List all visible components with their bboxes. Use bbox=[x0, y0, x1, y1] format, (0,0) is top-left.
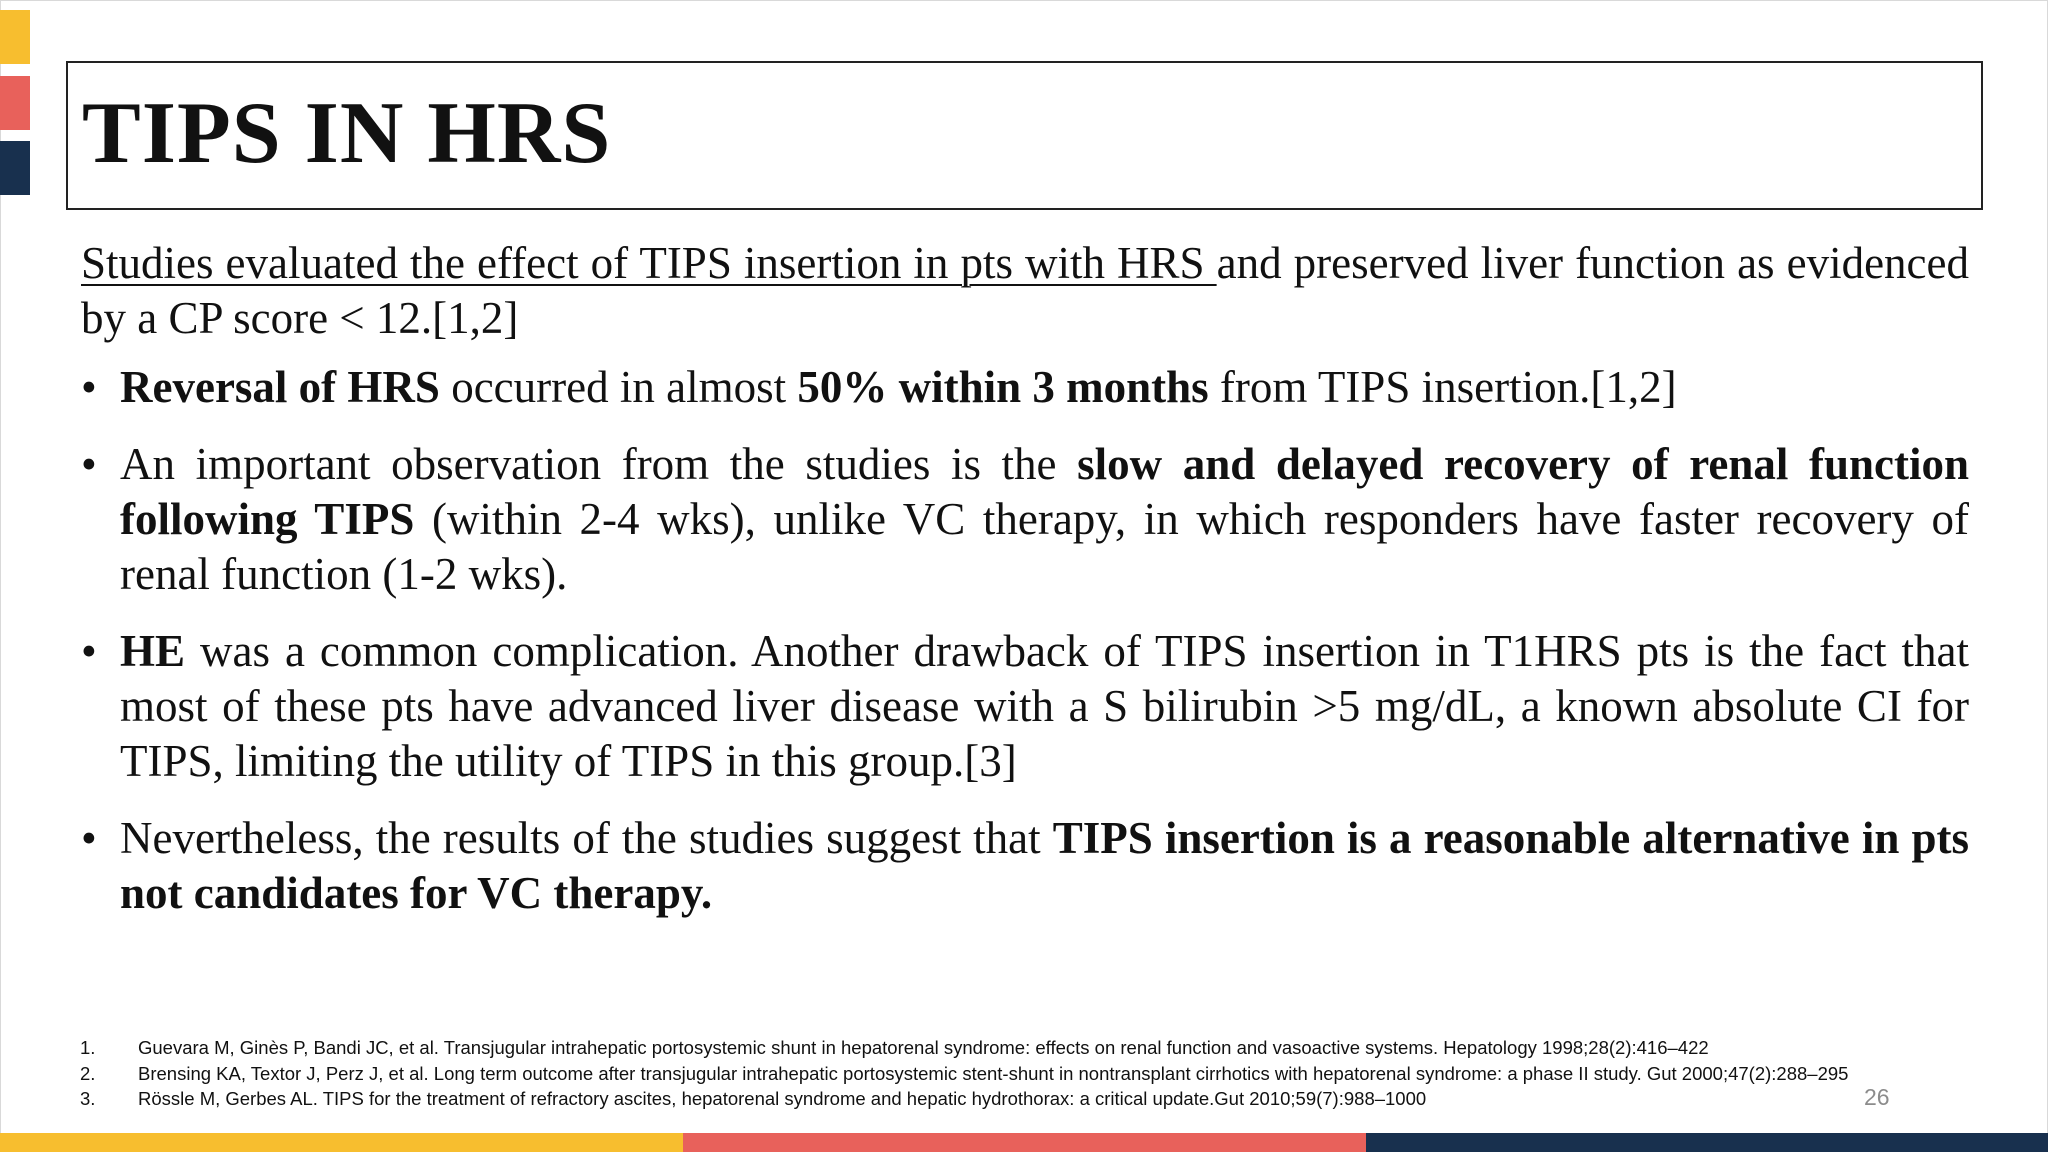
text: was a common complication. Another drawback of TIPS insertion in T1HRS pts is the fact that most of these pts have advanced liver disease with a S bilirubin >5 mg/dL, a known absolute CI for TIPS, limiting the utility of TIPS in this group.[3] bbox=[120, 626, 1969, 786]
intro-rest-text: and preserved liver function as evidenced by a CP score < 12.[1,2] bbox=[81, 238, 1969, 343]
text: occurred in almost bbox=[439, 362, 798, 412]
slide-title: TIPS IN HRS bbox=[82, 85, 612, 182]
references bbox=[80, 1035, 1980, 1112]
bullet-item bbox=[81, 811, 1969, 921]
bottom-stripe-yellow bbox=[0, 1133, 683, 1152]
bottom-stripe-red bbox=[683, 1133, 1366, 1152]
reference-text: Rössle M, Gerbes AL. TIPS for the treatment of refractory ascites, hepatorenal syndrome and hepatic hydrothorax: a critical update.Gut 2010;59(7):988–1000 bbox=[138, 1088, 1427, 1109]
bold-text: Reversal of HRS bbox=[120, 362, 440, 412]
intro-paragraph bbox=[81, 236, 1969, 346]
text: (within 2-4 wks), unlike VC therapy, in which responders have faster recovery of renal function (1-2 wks). bbox=[120, 494, 1969, 599]
bold-text: TIPS insertion is a reasonable alternative in pts not candidates for VC therapy. bbox=[120, 813, 1969, 918]
accent-square-red bbox=[0, 76, 30, 130]
bullet-list bbox=[81, 360, 1969, 921]
bold-text: 50% within 3 months bbox=[797, 362, 1209, 412]
reference-item bbox=[80, 1035, 1980, 1061]
title-box bbox=[66, 61, 1983, 210]
reference-number: 2. bbox=[80, 1062, 96, 1084]
slide-body bbox=[81, 236, 1969, 943]
bold-text: HE bbox=[120, 626, 186, 676]
text: Nevertheless, the results of the studies suggest that bbox=[120, 813, 1053, 863]
reference-item bbox=[80, 1086, 1980, 1112]
text: from TIPS insertion.[1,2] bbox=[1208, 362, 1677, 412]
bottom-stripe-navy bbox=[1366, 1133, 2048, 1152]
bold-text: slow and delayed recovery of renal function following TIPS bbox=[120, 439, 1969, 544]
reference-number: 1. bbox=[80, 1037, 96, 1058]
reference-text: Brensing KA, Textor J, Perz J, et al. Long term outcome after transjugular intrahepatic portosystemic stent-shunt in nontransplant cirrhotics with hepatorenal syndrome: a phase II study. Gut 2000;47(2):288–295 bbox=[138, 1062, 1849, 1084]
accent-square-yellow bbox=[0, 10, 30, 64]
reference-item bbox=[80, 1061, 1980, 1087]
accent-square-navy bbox=[0, 141, 30, 195]
reference-number: 3. bbox=[80, 1088, 96, 1109]
bullet-item bbox=[81, 360, 1969, 415]
intro-underlined-text: Studies evaluated the effect of TIPS insertion in pts with HRS bbox=[81, 238, 1217, 288]
bullet-item bbox=[81, 437, 1969, 602]
bullet-item bbox=[81, 624, 1969, 789]
reference-text: Guevara M, Ginès P, Bandi JC, et al. Transjugular intrahepatic portosystemic shunt in hepatorenal syndrome: effects on renal function and vasoactive systems. Hepatology 1998;28(2):416–422 bbox=[138, 1037, 1709, 1058]
page-number: 26 bbox=[1864, 1084, 1890, 1110]
text: An important observation from the studies is the bbox=[120, 439, 1078, 489]
